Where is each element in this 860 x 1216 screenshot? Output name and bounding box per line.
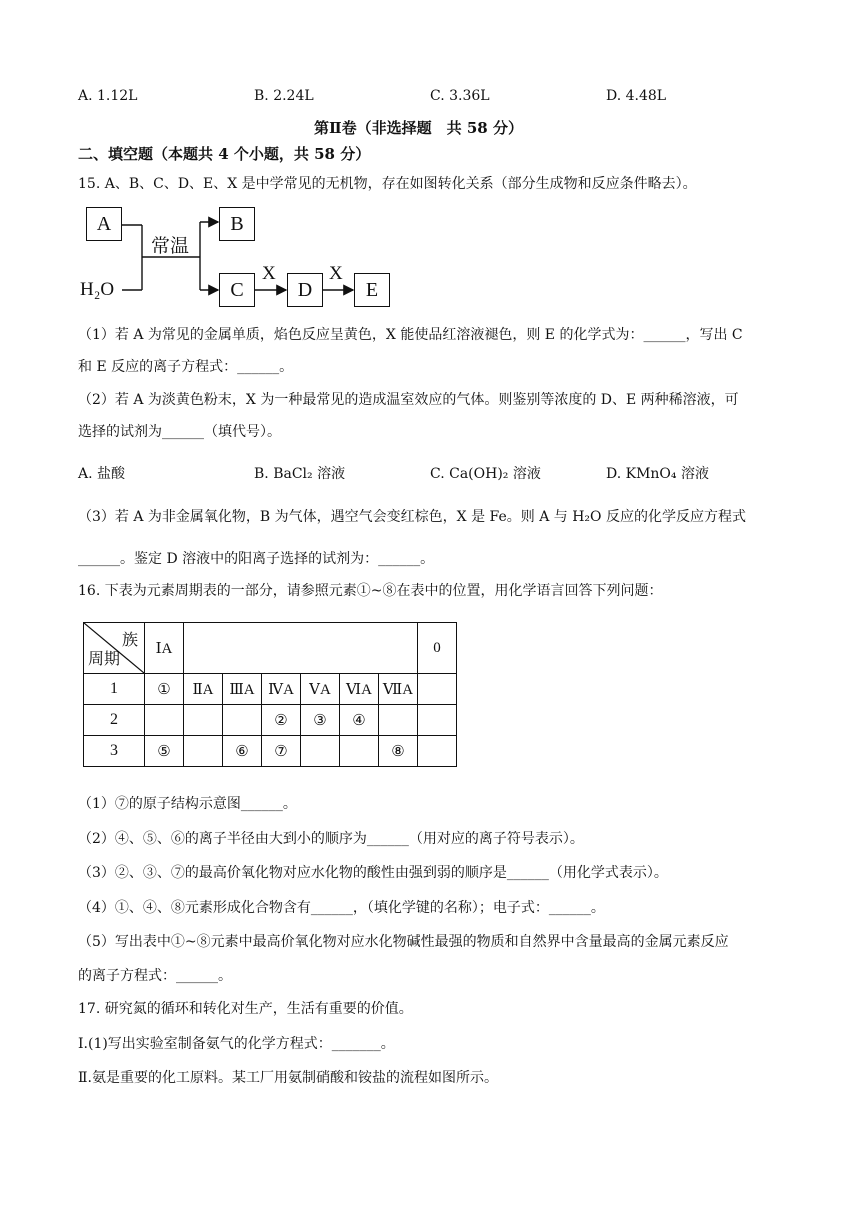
table-cell (379, 705, 418, 736)
q15-choice-c: C. Ca(OH)₂ 溶液 (430, 466, 541, 482)
node-e: E (354, 273, 390, 307)
table-cell (301, 736, 340, 767)
q15-part2-line1: （2）若 A 为淡黄色粉末，X 为一种最常见的造成温室效应的气体。则鉴别等浓度的 D、E 两种稀溶液，可 (78, 392, 739, 408)
option-b: B. 2.24L (254, 88, 314, 104)
diagram-connectors (0, 0, 860, 320)
table-gap (184, 623, 418, 674)
q15-part2-line2: 选择的试剂为______（填代号）。 (78, 424, 281, 440)
node-c: C (219, 273, 255, 307)
table-cell: ③ (301, 705, 340, 736)
reagent-x-label-1: X (262, 263, 276, 284)
water-label: H₂O (80, 279, 115, 300)
q16-item3: （3）②、③、⑦的最高价氧化物对应水化物的酸性由强到弱的顺序是______（用化学式表示）。 (78, 865, 668, 881)
option-c: C. 3.36L (430, 88, 490, 104)
table-cell: ⑤ (145, 736, 184, 767)
table-cell: ⑧ (379, 736, 418, 767)
corner-group-label: 族 (121, 632, 138, 649)
q16-item1: （1）⑦的原子结构示意图______。 (78, 796, 297, 812)
table-cell: ② (262, 705, 301, 736)
period-cell: 2 (84, 705, 145, 736)
table-cell: ⅡA (184, 674, 223, 705)
option-d: D. 4.48L (606, 88, 667, 104)
q16-item5-line2: 的离子方程式：______。 (78, 968, 232, 984)
table-cell: ⅢA (223, 674, 262, 705)
periodic-table (83, 622, 457, 767)
q15-choice-d: D. KMnO₄ 溶液 (606, 466, 709, 482)
node-d: D (287, 273, 323, 307)
q15-part1-line1: （1）若 A 为常见的金属单质，焰色反应呈黄色，X 能使品红溶液褪色，则 E 的化学式为：______，写出 C (78, 327, 743, 343)
table-header-row (84, 623, 457, 674)
table-row (84, 705, 457, 736)
period-cell: 1 (84, 674, 145, 705)
table-corner (84, 623, 145, 674)
group-0-header: 0 (418, 623, 457, 674)
table-row (84, 736, 457, 767)
table-cell: ④ (340, 705, 379, 736)
period-cell: 3 (84, 736, 145, 767)
q16-item2: （2）④、⑤、⑥的离子半径由大到小的顺序为______（用对应的离子符号表示）。 (78, 831, 584, 847)
table-cell (184, 736, 223, 767)
q15-choice-a: A. 盐酸 (78, 466, 126, 482)
corner-period-label: 周期 (88, 651, 121, 668)
table-cell (418, 736, 457, 767)
table-cell: ⅤA (301, 674, 340, 705)
node-b: B (219, 207, 255, 241)
reagent-x-label-2: X (329, 263, 343, 284)
table-cell: ① (145, 674, 184, 705)
part-title: 二、填空题（本题共 4 个小题，共 58 分） (78, 145, 371, 163)
section-title: 第Ⅱ卷（非选择题 共 58 分） (314, 119, 523, 137)
option-a: A. 1.12L (78, 88, 138, 104)
table-cell (145, 705, 184, 736)
q15-stem: 15. A、B、C、D、E、X 是中学常见的无机物，存在如图转化关系（部分生成物和反应条件略去）。 (78, 176, 697, 192)
table-cell (418, 674, 457, 705)
q15-part3-line1: （3）若 A 为非金属氧化物，B 为气体，遇空气会变红棕色，X 是 Fe。则 A 与 H₂O 反应的化学反应方程式 (78, 509, 746, 525)
table-cell (184, 705, 223, 736)
q17-part1: Ⅰ.(1)写出实验室制备氨气的化学方程式：_______。 (78, 1036, 395, 1052)
q15-choice-b: B. BaCl₂ 溶液 (254, 466, 346, 482)
q16-stem: 16. 下表为元素周期表的一部分，请参照元素①~⑧在表中的位置，用化学语言回答下列问题： (78, 583, 663, 599)
table-cell (340, 736, 379, 767)
table-row (84, 674, 457, 705)
q16-item4: （4）①、④、⑧元素形成化合物含有______，（填化学键的名称）；电子式：______。 (78, 900, 605, 916)
group-ia-header: ⅠA (145, 623, 184, 674)
q16-item5-line1: （5）写出表中①~⑧元素中最高价氧化物对应水化物碱性最强的物质和自然界中含量最高的金属元素反应 (78, 934, 729, 950)
table-cell (223, 705, 262, 736)
table-cell (418, 705, 457, 736)
node-a: A (86, 207, 122, 241)
q17-stem: 17. 研究氮的循环和转化对生产，生活有重要的价值。 (78, 1001, 413, 1017)
q17-part2: Ⅱ.氨是重要的化工原料。某工厂用氨制硝酸和铵盐的流程如图所示。 (78, 1070, 498, 1086)
table-cell: ⅥA (340, 674, 379, 705)
table-cell: ⅦA (379, 674, 418, 705)
table-cell: ⅣA (262, 674, 301, 705)
table-cell: ⑥ (223, 736, 262, 767)
table-cell: ⑦ (262, 736, 301, 767)
q15-part3-line2: ______。鉴定 D 溶液中的阳离子选择的试剂为：______。 (78, 551, 435, 567)
q15-part1-line2: 和 E 反应的离子方程式：______。 (78, 359, 294, 375)
condition-label: 常温 (151, 236, 190, 257)
